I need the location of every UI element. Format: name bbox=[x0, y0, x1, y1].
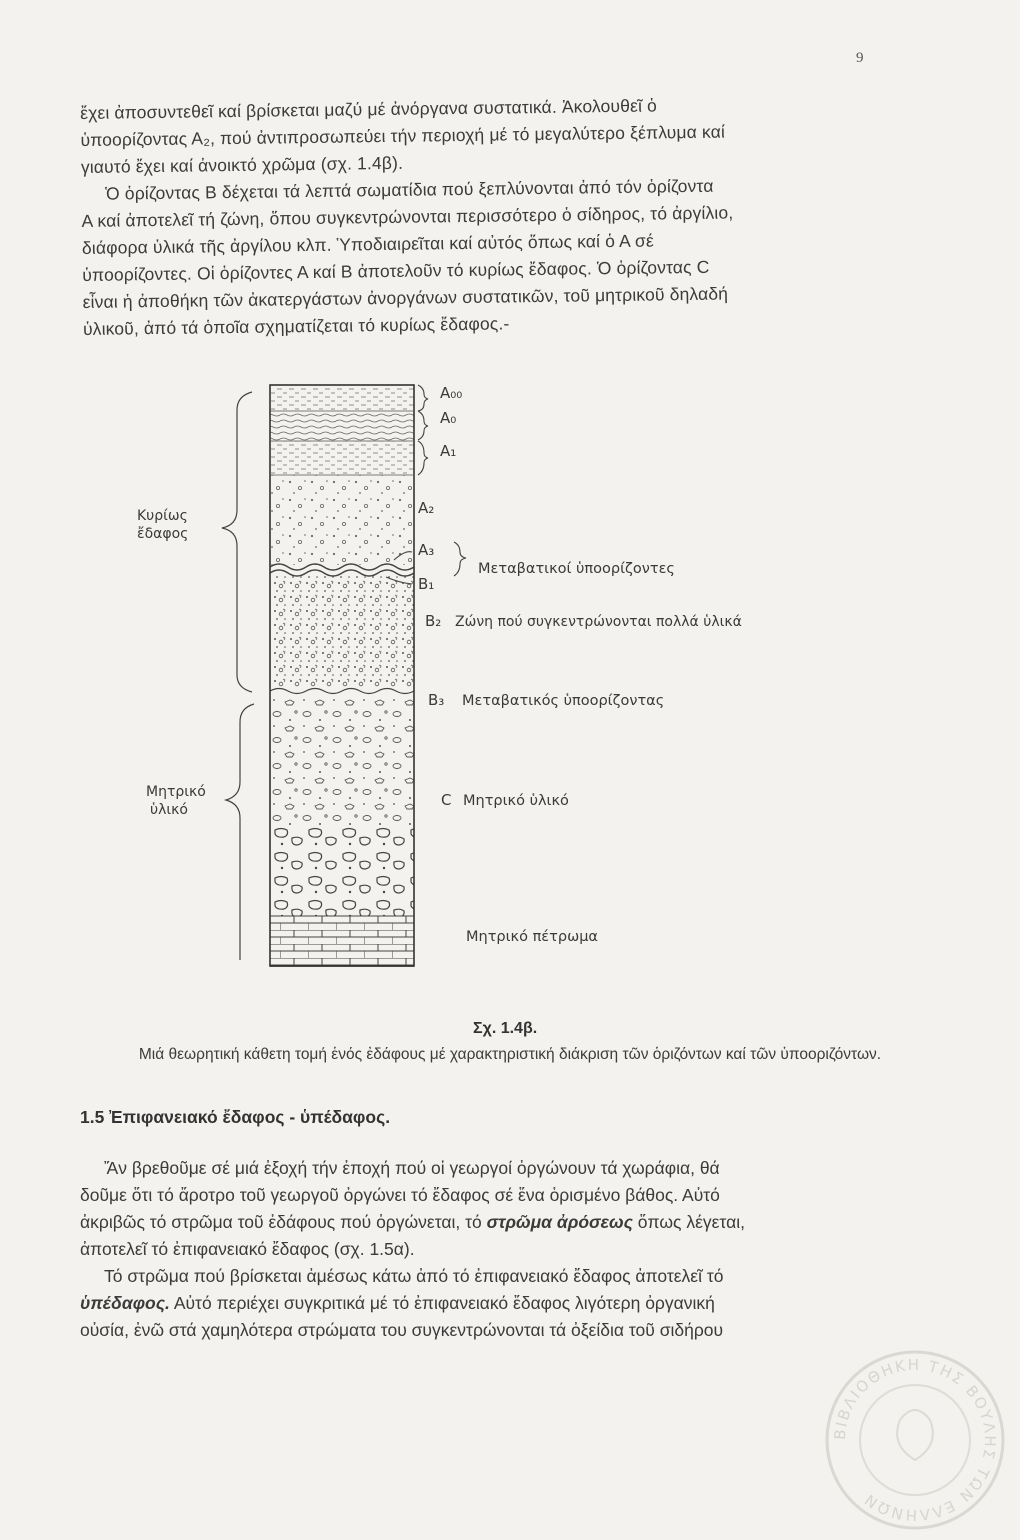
label-bedrock: Μητρικό πέτρωμα bbox=[466, 929, 598, 945]
label-B3-transitional: Μεταβατικός ὑποορίζοντας bbox=[462, 693, 665, 709]
text-line: ὑποορίζοντες. Οἱ ὁρίζοντες Α καί Β ἀποτελοῦν τό κυρίως ἔδαφος. Ὁ ὁρίζοντας C bbox=[82, 256, 710, 285]
label-parent-material-line2: ὑλικό bbox=[150, 802, 188, 818]
text-fragment: ὅπως λέγεται, bbox=[637, 1212, 745, 1232]
paragraph-1 bbox=[80, 89, 891, 181]
label-B3: Β₃ bbox=[428, 691, 445, 709]
text-line: ὑποορίζοντας Α₂, πού ἀντιπροσωπεύει τήν περιοχή μέ τό μεγαλύτερο ξέπλυμα καί bbox=[80, 121, 726, 150]
left-bracket-main-soil bbox=[222, 392, 252, 692]
text-line: δοῦμε ὅτι τό ἄροτρο τοῦ γεωργοῦ ὀργώνει τό ἔδαφος σέ ἕνα ὁρισμένο βάθος. Αὐτό bbox=[80, 1185, 720, 1205]
label-main-soil-line1: Κυρίως bbox=[137, 508, 188, 524]
emphasis-subsoil: ὑπέδαφος. bbox=[80, 1293, 170, 1313]
intro-text-block bbox=[80, 89, 893, 343]
text-line: Ἄν βρεθοῦμε σέ μιά ἐξοχή τήν ἐποχή πού οἱ γεωργοί ὀργώνουν τά χωράφια, θά bbox=[104, 1158, 720, 1178]
text-line: εἶναι ἡ ἀποθήκη τῶν ἀκατεργάστων ἀνοργάνων συστατικῶν, τοῦ μητρικοῦ δηλαδή bbox=[82, 283, 729, 312]
soil-profile-diagram bbox=[0, 370, 1020, 1010]
text-line: Ὁ ὁρίζοντας Β δέχεται τά λεπτά σωματίδια πού ξεπλύνονται ἀπό τόν ὁρίζοντα bbox=[105, 175, 714, 204]
text-line: οὐσία, ἐνῶ στά χαμηλότερα στρώματα του συγκεντρώνονται τά ὀξείδια τοῦ σιδήρου bbox=[80, 1320, 724, 1340]
layer-B2 bbox=[270, 576, 414, 688]
layer-A2 bbox=[270, 475, 414, 565]
text-line: ὑλικοῦ, ἀπό τά ὁποῖα σχηματίζεται τό κυρίως ἔδαφος.- bbox=[82, 313, 510, 339]
page-number: 9 bbox=[856, 50, 864, 66]
label-C-parent: Μητρικό ὑλικό bbox=[463, 793, 569, 809]
text-line: Α καί ἀποτελεῖ τή ζώνη, ὅπου συγκεντρώνονται περισσότερο ὁ σίδηρος, τό ἀργίλιο, bbox=[81, 202, 734, 231]
label-C: C bbox=[441, 791, 452, 809]
stamp-text: ΒΙΒΛΙΟΘΗΚΗ ΤΗΣ ΒΟΥΛΗΣ ΤΩΝ ΕΛΛΗΝΩΝ bbox=[830, 1355, 1000, 1525]
section-paragraph-1 bbox=[80, 1155, 898, 1263]
section-body bbox=[80, 1155, 898, 1344]
section-heading: 1.5 Ἐπιφανειακό ἔδαφος - ὑπέδαφος. bbox=[80, 1107, 391, 1127]
layer-bedrock bbox=[270, 916, 414, 966]
label-A2: Α₂ bbox=[418, 499, 435, 517]
text-line bbox=[80, 1209, 898, 1236]
layer-A0 bbox=[270, 411, 414, 441]
section-paragraph-2 bbox=[80, 1263, 898, 1344]
label-A3: Α₃ bbox=[418, 541, 435, 559]
label-transitional-subhorizons: Μεταβατικοί ὑποορίζοντες bbox=[478, 561, 675, 577]
layer-A00 bbox=[270, 385, 414, 411]
figure-caption-text: Μιά θεωρητική κάθετη τομή ἑνός ἐδάφους μέ χαρακτηριστική διάκριση τῶν ὁριζόντων καί τῶν ὑποοριζόντων. bbox=[138, 1046, 882, 1063]
paragraph-2 bbox=[81, 170, 893, 343]
soil-column bbox=[270, 385, 414, 966]
emphasis-tillage-layer: στρῶμα ἀρόσεως bbox=[486, 1212, 633, 1232]
text-line: Τό στρῶμα πού βρίσκεται ἀμέσως κάτω ἀπό τό ἐπιφανειακό ἔδαφος ἀποτελεῖ τό bbox=[104, 1266, 724, 1286]
text-line bbox=[80, 1290, 898, 1317]
layer-C-stones bbox=[270, 826, 414, 916]
text-fragment: Αὐτό περιέχει συγκριτικά μέ τό ἐπιφανειακό ἔδαφος λιγότερη ὀργανική bbox=[173, 1293, 715, 1313]
label-B1: Β₁ bbox=[418, 575, 435, 593]
svg-text:ΒΙΒΛΙΟΘΗΚΗ ΤΗΣ ΒΟΥΛΗΣ ΤΩΝ ΕΛΛΗ bbox=[831, 1356, 999, 1524]
library-stamp bbox=[815, 1340, 1015, 1540]
layer-B3-boundary bbox=[270, 689, 414, 694]
label-A0: Α₀ bbox=[440, 409, 457, 427]
layer-C bbox=[270, 696, 414, 826]
label-A1: Α₁ bbox=[440, 442, 457, 460]
text-line: ἔχει ἀποσυντεθεῖ καί βρίσκεται μαζύ μέ ἀνόργανα συστατικά. Ἀκολουθεῖ ὁ bbox=[80, 95, 658, 123]
text-line: γιαυτό ἔχει καί ἀνοικτό χρῶμα (σχ. 1.4β). bbox=[80, 152, 404, 177]
label-B2: Β₂ bbox=[425, 612, 442, 630]
left-bracket-parent-material bbox=[226, 704, 254, 960]
text-line: ἀποτελεῖ τό ἐπιφανειακό ἔδαφος (σχ. 1.5α). bbox=[80, 1239, 415, 1259]
soil-profile-figure bbox=[0, 370, 1020, 1010]
figure-caption-label: Σχ. 1.4β. bbox=[473, 1020, 538, 1037]
label-B2-zone: Ζώνη πού συγκεντρώνονται πολλά ὑλικά bbox=[455, 614, 742, 630]
label-main-soil-line2: ἔδαφος bbox=[137, 526, 189, 542]
layer-B1-boundary bbox=[270, 570, 414, 576]
text-fragment: ἀκριβῶς τό στρῶμα τοῦ ἐδάφους πού ὀργώνεται, τό bbox=[80, 1212, 482, 1232]
label-A00: Α₀₀ bbox=[440, 384, 463, 402]
text-line: διάφορα ὑλικά τῆς ἀργίλου κλπ. Ὑποδιαιρεῖται καί αὐτός ὅπως καί ὁ Α σέ bbox=[81, 230, 654, 258]
label-parent-material-line1: Μητρικό bbox=[146, 784, 206, 800]
layer-A1 bbox=[270, 441, 414, 475]
figure-text-labels bbox=[137, 384, 742, 945]
